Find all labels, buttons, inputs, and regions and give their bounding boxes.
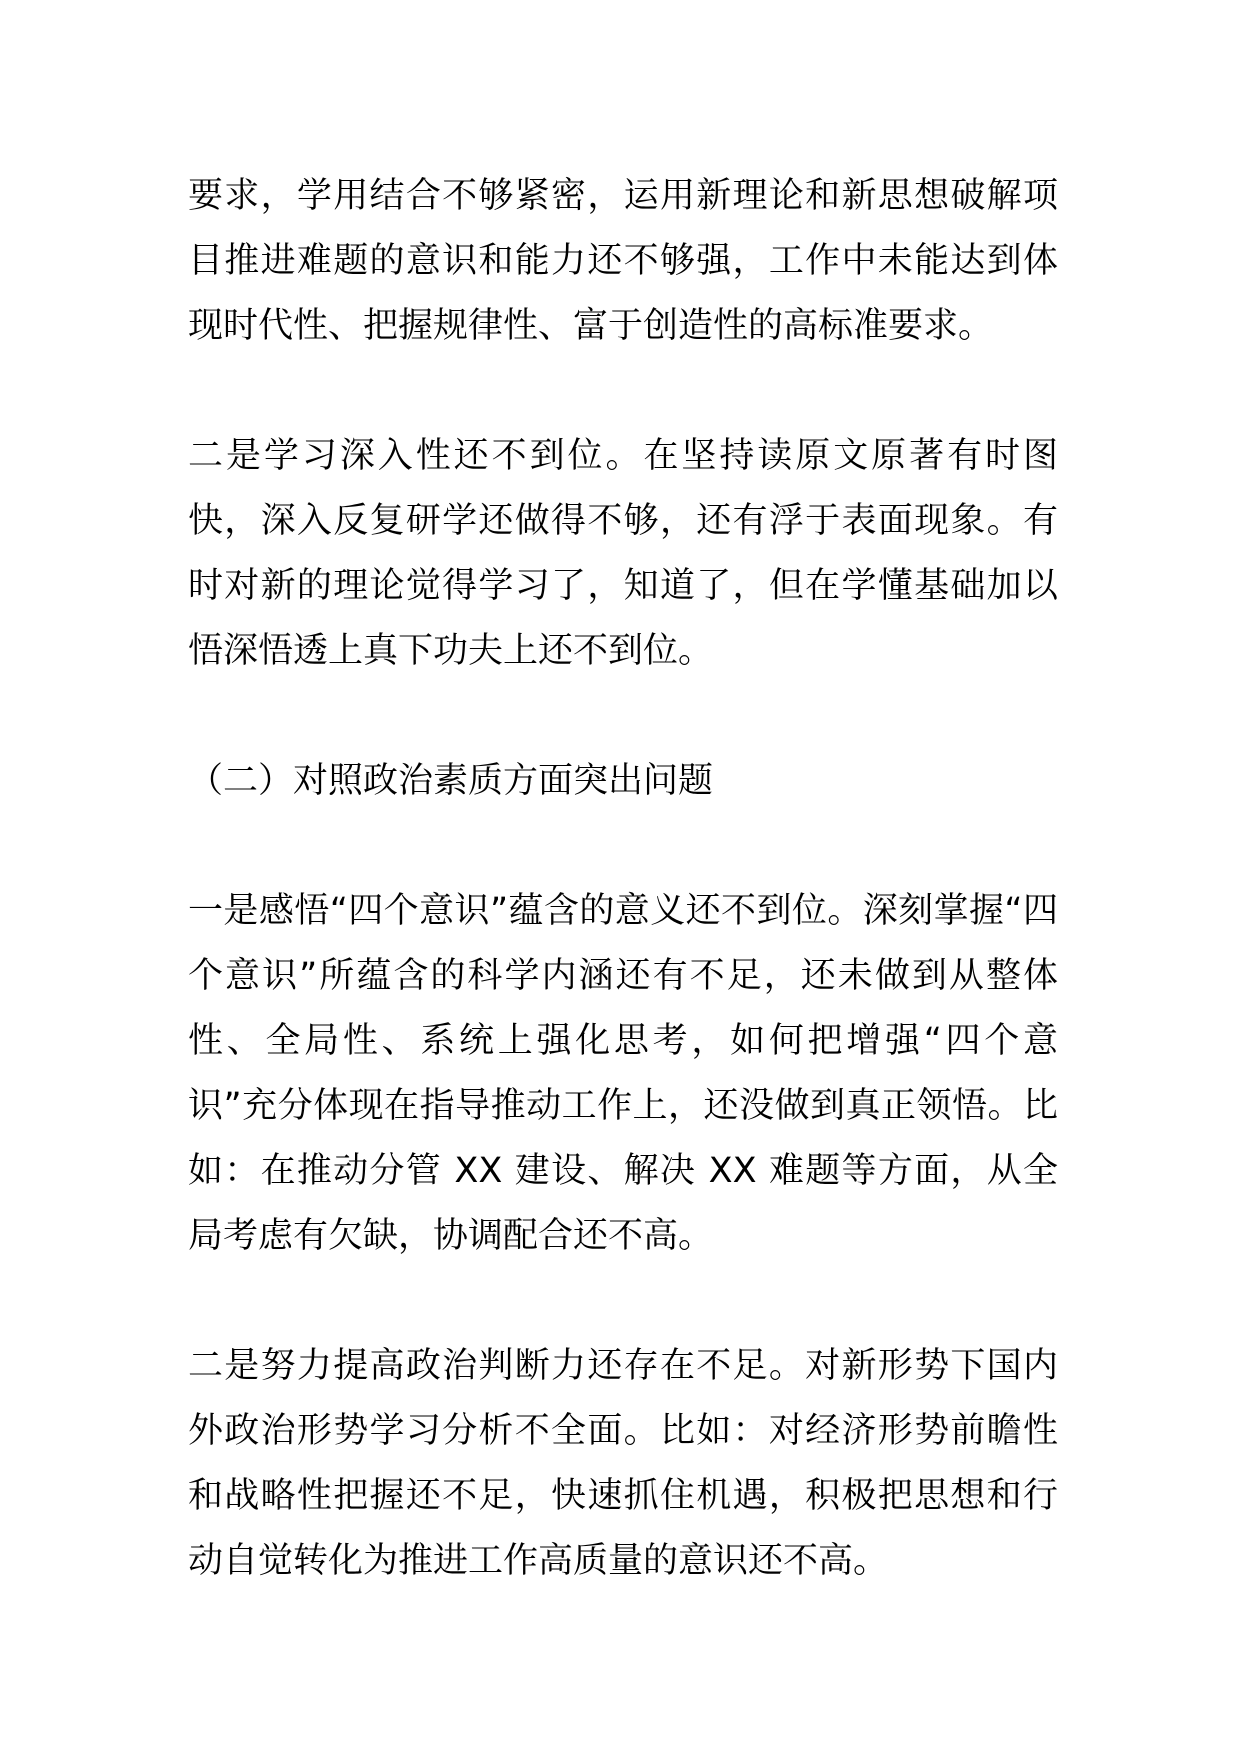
section-heading: （二）对照政治素质方面突出问题	[188, 761, 714, 801]
paragraph-study-depth: 二是学习深入性还不到位。在坚持读原文原著有时图快，深入反复研学还做得不够，还有浮于表面现象。有时对新的理论觉得学习了，知道了，但在学懂基础加以悟深悟透上真下功夫上还不到位。	[188, 436, 1058, 671]
document-body	[188, 164, 1058, 1594]
paragraph-political-judgment: 二是努力提高政治判断力还存在不足。对新形势下国内外政治形势学习分析不全面。比如：对经济形势前瞻性和战略性把握还不足，快速抓住机遇，积极把思想和行动自觉转化为推进工作高质量的意识还不高。	[188, 1346, 1058, 1581]
paragraph-continuation: 要求，学用结合不够紧密，运用新理论和新思想破解项目推进难题的意识和能力还不够强，工作中未能达到体现时代性、把握规律性、富于创造性的高标准要求。	[188, 176, 1058, 346]
paragraph-four-consciousness: 一是感悟“四个意识”蕴含的意义还不到位。深刻掌握“四个意识”所蕴含的科学内涵还有不足，还未做到从整体性、全局性、系统上强化思考，如何把增强“四个意识”充分体现在指导推动工作上，还没做到真正领悟。比如：在推动分管 XX 建设、解决 XX 难题等方面，从全局考虑有欠缺，协调配合还不高。	[188, 891, 1058, 1256]
